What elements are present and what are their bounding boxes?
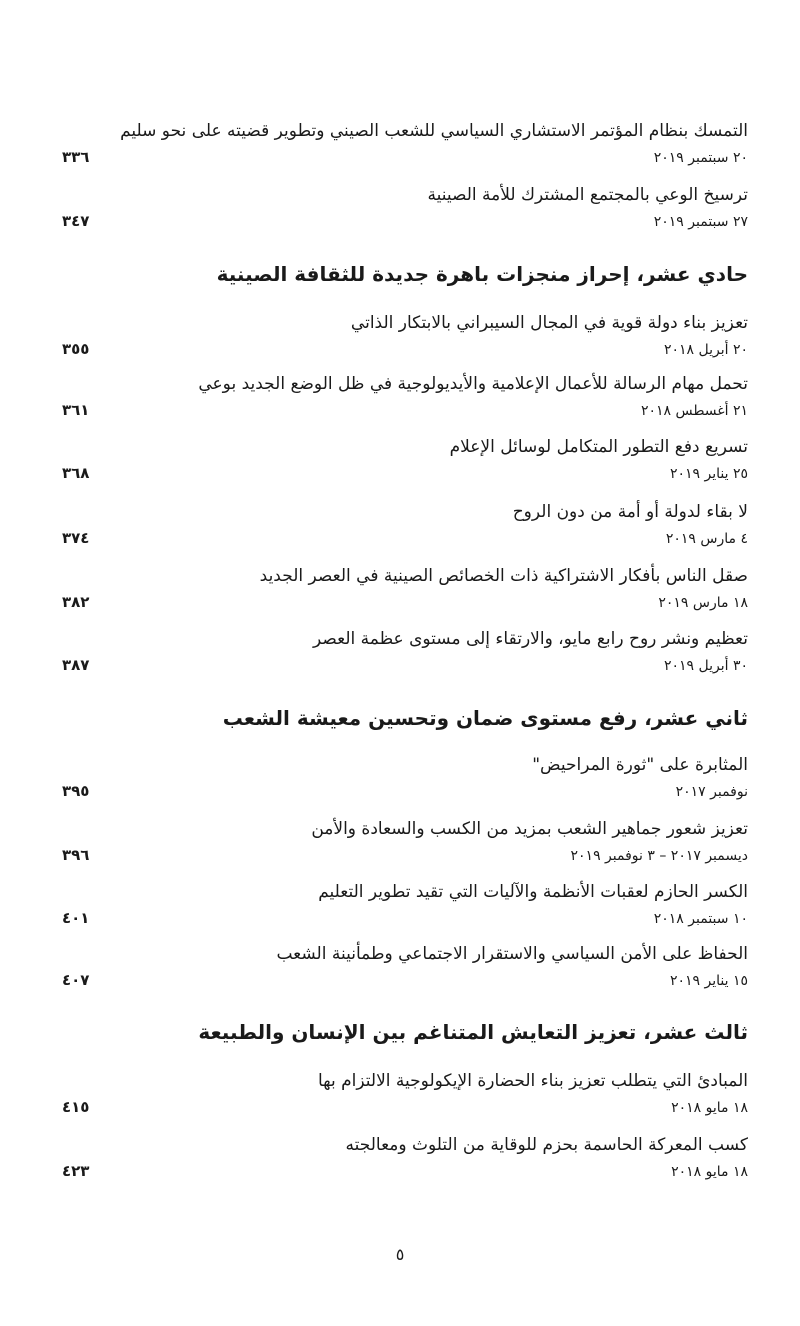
entry-title: الكسر الحازم لعقبات الأنظمة والآليات التي تقيد تطوير التعليم	[318, 882, 748, 902]
entry-date: ديسمبر ٢٠١٧ – ٣ نوفمبر ٢٠١٩	[570, 848, 748, 864]
entry-page-number: ٣٧٤	[62, 529, 90, 547]
entry-date: ١٨ مارس ٢٠١٩	[658, 595, 748, 611]
chapter-heading: حادي عشر، إحراز منجزات باهرة جديدة للثقافة الصينية	[216, 262, 748, 286]
entry-page-number: ٣٨٢	[62, 593, 90, 611]
entry-page-number: ٣٦٨	[62, 464, 90, 482]
entry-page-number: ٤٠٧	[62, 971, 90, 989]
entry-title: كسب المعركة الحاسمة بحزم للوقاية من التلوث ومعالجته	[345, 1135, 748, 1155]
entry-date: نوفمبر ٢٠١٧	[675, 784, 748, 800]
entry-date: ٣٠ أبريل ٢٠١٩	[663, 658, 748, 674]
entry-title: لا بقاء لدولة أو أمة من دون الروح	[512, 502, 748, 522]
entry-title: الحفاظ على الأمن السياسي والاستقرار الاجتماعي وطمأنينة الشعب	[276, 944, 748, 964]
entry-page-number: ٣٣٦	[62, 148, 90, 166]
entry-date: ٢٧ سبتمبر ٢٠١٩	[653, 214, 748, 230]
entry-title: المبادئ التي يتطلب تعزيز بناء الحضارة الإيكولوجية الالتزام بها	[318, 1071, 748, 1091]
entry-title: تعزيز بناء دولة قوية في المجال السيبراني بالابتكار الذاتي	[350, 313, 748, 333]
entry-page-number: ٣٤٧	[62, 212, 90, 230]
entry-date: ١٨ مايو ٢٠١٨	[671, 1164, 748, 1180]
chapter-heading: ثالث عشر، تعزيز التعايش المتناغم بين الإنسان والطبيعة	[198, 1020, 748, 1044]
entry-title: التمسك بنظام المؤتمر الاستشاري السياسي للشعب الصيني وتطوير قضيته على نحو سليم	[120, 121, 748, 141]
entry-title: ترسيخ الوعي بالمجتمع المشترك للأمة الصينية	[427, 185, 748, 205]
entry-page-number: ٣٦١	[62, 401, 90, 419]
entry-date: ٢١ أغسطس ٢٠١٨	[640, 403, 748, 419]
page-number: ٥	[395, 1245, 405, 1264]
entry-page-number: ٣٥٥	[62, 340, 90, 358]
entry-title: تعزيز شعور جماهير الشعب بمزيد من الكسب والسعادة والأمن	[311, 819, 748, 839]
entry-date: ٢٥ يناير ٢٠١٩	[669, 466, 748, 482]
entry-date: ١٠ سبتمبر ٢٠١٨	[653, 911, 748, 927]
entry-date: ١٥ يناير ٢٠١٩	[669, 973, 748, 989]
entry-title: صقل الناس بأفكار الاشتراكية ذات الخصائص الصينية في العصر الجديد	[259, 566, 748, 586]
entry-page-number: ٣٨٧	[62, 656, 90, 674]
chapter-heading: ثاني عشر، رفع مستوى ضمان وتحسين معيشة الشعب	[222, 706, 748, 730]
entry-date: ٤ مارس ٢٠١٩	[665, 531, 748, 547]
entry-page-number: ٤٢٣	[62, 1162, 90, 1180]
entry-title: المثابرة على "ثورة المراحيض"	[532, 755, 748, 775]
entry-date: ١٨ مايو ٢٠١٨	[671, 1100, 748, 1116]
entry-page-number: ٣٩٦	[62, 846, 90, 864]
entry-date: ٢٠ أبريل ٢٠١٨	[663, 342, 748, 358]
entry-title: تحمل مهام الرسالة للأعمال الإعلامية والأيديولوجية في ظل الوضع الجديد بوعي	[198, 374, 748, 394]
entry-page-number: ٣٩٥	[62, 782, 90, 800]
entry-date: ٢٠ سبتمبر ٢٠١٩	[653, 150, 748, 166]
entry-page-number: ٤٠١	[62, 909, 90, 927]
entry-title: تسريع دفع التطور المتكامل لوسائل الإعلام	[449, 437, 748, 457]
entry-page-number: ٤١٥	[62, 1098, 90, 1116]
entry-title: تعظيم ونشر روح رابع مايو، والارتقاء إلى مستوى عظمة العصر	[313, 629, 748, 649]
